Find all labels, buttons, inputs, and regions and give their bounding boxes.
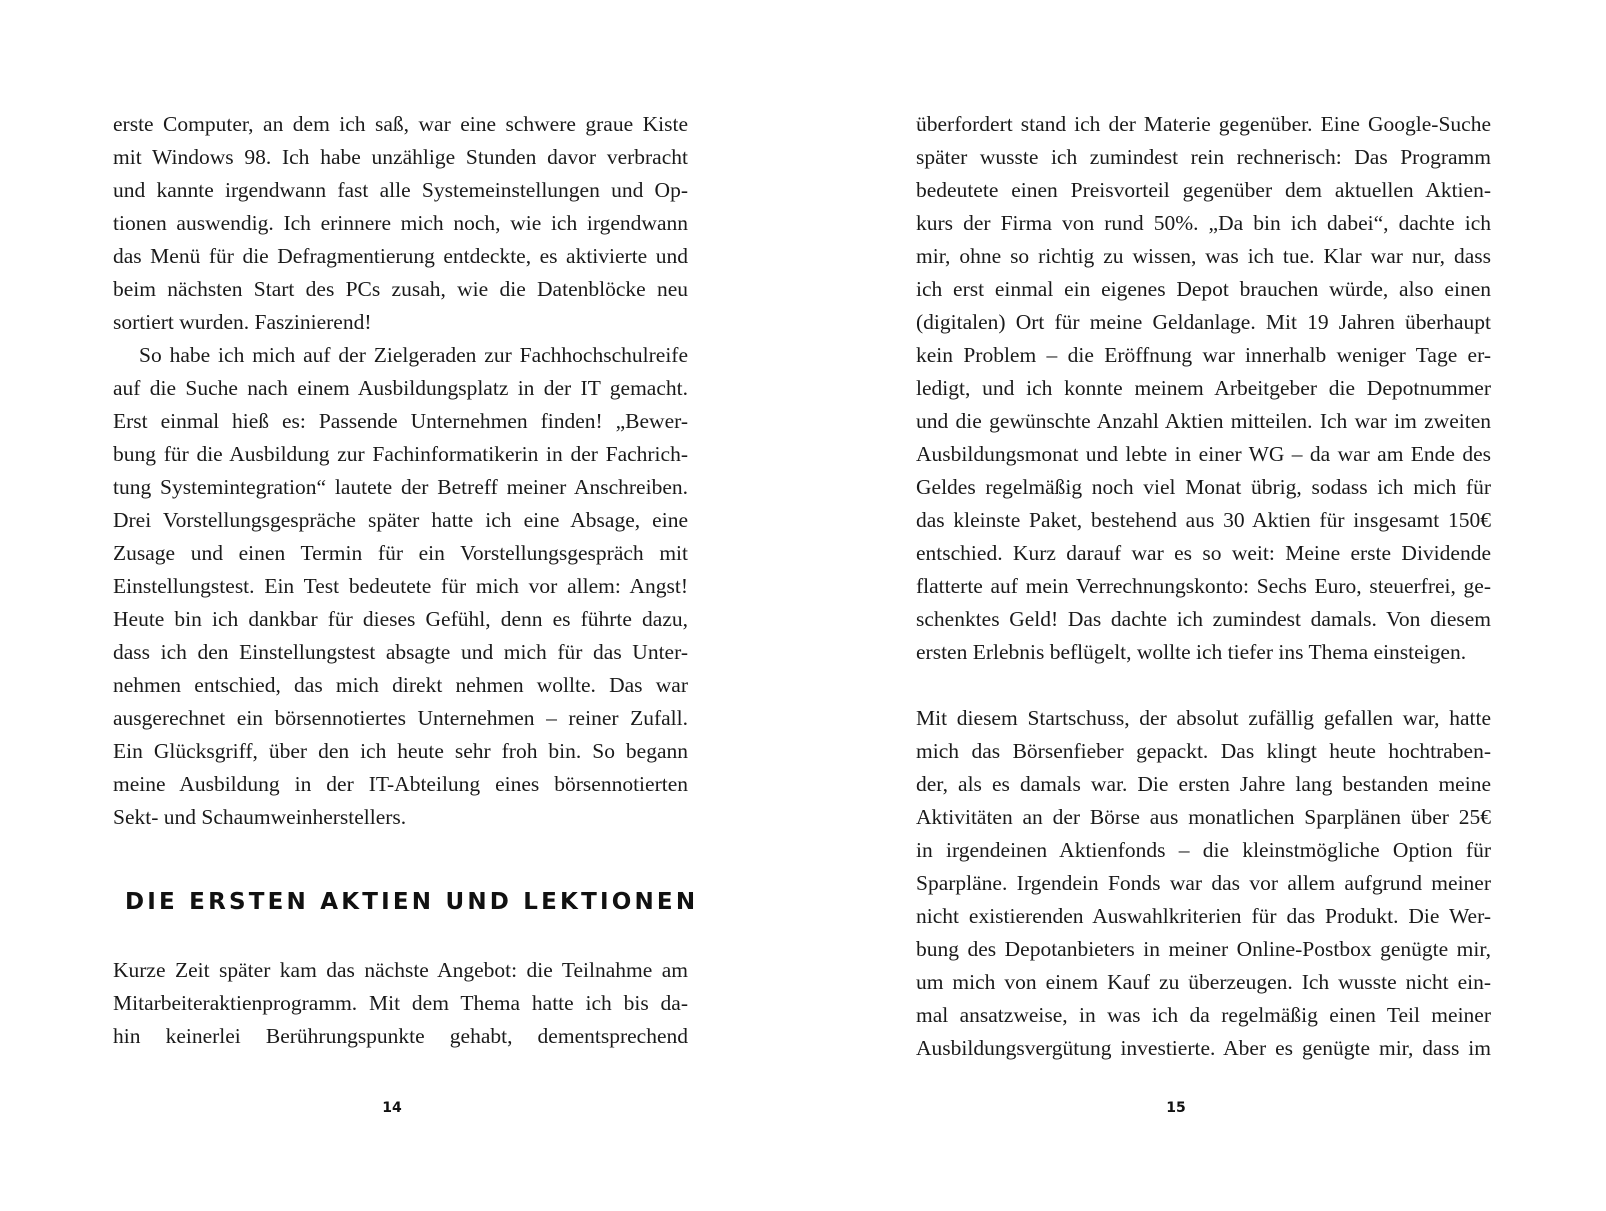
text-line: Heute bin ich dankbar für dieses Gefühl, denn es führte dazu, xyxy=(113,607,688,631)
text-line: nicht existierenden Auswahlkriterien für das Produkt. Die Wer- xyxy=(916,904,1491,928)
text-line: ich erst einmal ein eigenes Depot brauchen würde, also einen xyxy=(916,277,1491,301)
left-text-column xyxy=(113,108,699,1053)
text-line: erste Computer, an dem ich saß, war eine schwere graue Kiste xyxy=(113,112,688,136)
text-line: schenktes Geld! Das dachte ich zumindest damals. Von diesem xyxy=(916,607,1491,631)
text-line: sortiert wurden. Faszinierend! xyxy=(113,310,372,334)
text-line: mir, ohne so richtig zu wissen, was ich tue. Klar war nur, dass xyxy=(916,244,1491,268)
text-line: tionen auswendig. Ich erinnere mich noch, wie ich irgendwann xyxy=(113,211,688,235)
text-line: bung des Depotanbieters in meiner Online-Postbox genügte mir, xyxy=(916,937,1491,961)
text-line: Mitarbeiteraktienprogramm. Mit dem Thema hatte ich bis da- xyxy=(113,991,688,1015)
text-line: Erst einmal hieß es: Passende Unternehmen finden! „Bewer- xyxy=(113,409,688,433)
text-line: auf die Suche nach einem Ausbildungsplatz in der IT gemacht. xyxy=(113,376,688,400)
text-line: um mich von einem Kauf zu überzeugen. Ich wusste nicht ein- xyxy=(916,970,1491,994)
text-line: Einstellungstest. Ein Test bedeutete für mich vor allem: Angst! xyxy=(113,574,688,598)
text-line: Zusage und einen Termin für ein Vorstellungsgespräch mit xyxy=(113,541,688,565)
text-line: Ausbildungsmonat und lebte in einer WG – da war am Ende des xyxy=(916,442,1491,466)
text-line: entschied. Kurz darauf war es so weit: Meine erste Dividende xyxy=(916,541,1491,565)
text-line: Drei Vorstellungsgespräche später hatte ich eine Absage, eine xyxy=(113,508,688,532)
text-line: ausgerechnet ein börsennotiertes Unternehmen – reiner Zufall. xyxy=(113,706,688,730)
text-line: Kurze Zeit später kam das nächste Angebot: die Teilnahme am xyxy=(113,958,688,982)
text-line: kurs der Firma von rund 50%. „Da bin ich dabei“, dachte ich xyxy=(916,211,1491,235)
right-page xyxy=(803,0,1606,1211)
paragraph-employee-shares xyxy=(113,954,688,1053)
text-line: und kannte irgendwann fast alle Systemeinstellungen und Op- xyxy=(113,178,688,202)
text-line: und die gewünschte Anzahl Aktien mitteilen. Ich war im zweiten xyxy=(916,409,1491,433)
text-line: mich das Börsenfieber gepackt. Das klingt heute hochtraben- xyxy=(916,739,1491,763)
paragraph-apprenticeship xyxy=(113,339,688,834)
text-line: bedeutete einen Preisvorteil gegenüber dem aktuellen Aktien- xyxy=(916,178,1491,202)
text-line: flatterte auf mein Verrechnungskonto: Sechs Euro, steuerfrei, ge- xyxy=(916,574,1491,598)
text-line: Sparpläne. Irgendein Fonds war das vor allem aufgrund meiner xyxy=(916,871,1491,895)
text-line: nehmen entschied, das mich direkt nehmen wollte. Das war xyxy=(113,673,688,697)
text-line: ledigt, und ich konnte meinem Arbeitgeber die Depotnummer xyxy=(916,376,1491,400)
page-number: 14 xyxy=(382,1100,402,1116)
text-line: hin keinerlei Berührungspunkte gehabt, dementsprechend xyxy=(113,1024,688,1048)
spacer xyxy=(916,669,1491,702)
text-line: das kleinste Paket, bestehend aus 30 Aktien für insgesamt 150€ xyxy=(916,508,1491,532)
text-line: ersten Erlebnis beflügelt, wollte ich tiefer ins Thema einsteigen. xyxy=(916,640,1467,664)
right-text-column xyxy=(916,108,1491,1065)
text-line: kein Problem – die Eröffnung war innerhalb weniger Tage er- xyxy=(916,343,1491,367)
text-line: meine Ausbildung in der IT-Abteilung eines börsennotierten xyxy=(113,772,688,796)
page-number: 15 xyxy=(1166,1100,1186,1116)
text-line: dass ich den Einstellungstest absagte und mich für das Unter- xyxy=(113,640,688,664)
text-line: Ausbildungsvergütung investierte. Aber es genügte mir, dass im xyxy=(916,1036,1491,1060)
text-line: Aktivitäten an der Börse aus monatlichen Sparplänen über 25€ xyxy=(916,805,1491,829)
section-heading: DIE ERSTEN AKTIEN UND LEKTIONEN xyxy=(125,889,699,915)
text-line: überfordert stand ich der Materie gegenüber. Eine Google-Suche xyxy=(916,112,1491,136)
text-line: mal ansatzweise, in was ich da regelmäßig einen Teil meiner xyxy=(916,1003,1491,1027)
text-line: So habe ich mich auf der Zielgeraden zur Fachhochschulreife xyxy=(139,343,688,367)
text-line: beim nächsten Start des PCs zusah, wie die Datenblöcke neu xyxy=(113,277,688,301)
text-line: Sekt- und Schaumweinherstellers. xyxy=(113,805,407,829)
paragraph-depot xyxy=(916,108,1491,669)
text-line: mit Windows 98. Ich habe unzählige Stunden davor verbracht xyxy=(113,145,688,169)
paragraph-boersenfieber xyxy=(916,702,1491,1065)
text-line: Geldes regelmäßig noch viel Monat übrig, sodass ich mich für xyxy=(916,475,1491,499)
text-line: (digitalen) Ort für meine Geldanlage. Mit 19 Jahren überhaupt xyxy=(916,310,1491,334)
text-line: der, als es damals war. Die ersten Jahre lang bestanden meine xyxy=(916,772,1491,796)
text-line: Ein Glücksgriff, über den ich heute sehr froh bin. So begann xyxy=(113,739,688,763)
spacer xyxy=(113,834,688,886)
paragraph-computer xyxy=(113,108,688,339)
spacer xyxy=(113,918,688,954)
text-line: tung Systemintegration“ lautete der Betreff meiner Anschreiben. xyxy=(113,475,688,499)
text-line: später wusste ich zumindest rein rechnerisch: Das Programm xyxy=(916,145,1491,169)
text-line: Mit diesem Startschuss, der absolut zufällig gefallen war, hatte xyxy=(916,706,1491,730)
text-line: das Menü für die Defragmentierung entdeckte, es aktivierte und xyxy=(113,244,688,268)
text-line: bung für die Ausbildung zur Fachinformatikerin in der Fachrich- xyxy=(113,442,688,466)
text-line: in irgendeinen Aktienfonds – die kleinstmögliche Option für xyxy=(916,838,1491,862)
